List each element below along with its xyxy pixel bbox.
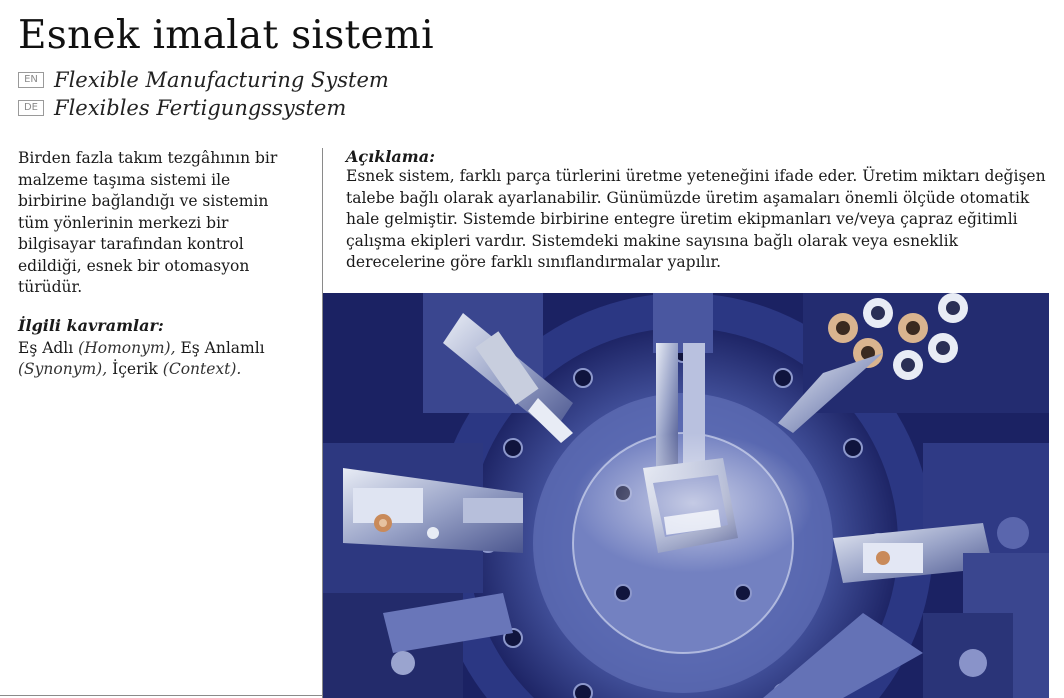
en-language-tag: EN: [18, 72, 44, 88]
description-text: Esnek sistem, farklı parça türlerini üretme yeteneğini ifade eder. Üretim miktarı değişen talebe bağlı olarak ayarlanabilir. Günümüzde üretim aşamaları önemli ölçüde otomatik hale gelmiştir. Sistemde birbirine entegre üretim ekipmanları ve/veya çapraz eğitimli çalışma ekipleri vardır. Sistemdeki makine sayısına bağlı olarak veya esneklik derecelerine göre farklı sınıflandırmalar yapılır.: [346, 167, 1046, 271]
definition-text: Birden fazla takım tezgâhının bir malzeme taşıma sistemi ile birbirine bağlandığı ve sistemin tüm yönlerinin merkezi bir bilgisayar tarafından kontrol edildiği, esnek bir otomasyon türüdür.: [18, 149, 278, 296]
page-title: Esnek imalat sistemi: [18, 13, 434, 58]
context-english: (Context).: [162, 360, 242, 378]
context-term: İçerik: [112, 360, 158, 378]
machine-illustration: [323, 293, 1049, 698]
german-translation: [18, 96, 346, 120]
de-language-tag: DE: [18, 100, 44, 116]
related-concepts-heading: İlgili kavramlar:: [18, 316, 164, 335]
german-term: Flexibles Fertigungssystem: [54, 96, 347, 120]
homonym-term: Eş Adlı: [18, 339, 74, 357]
synonym-term: Eş Anlamlı: [180, 339, 265, 357]
description-heading: Açıklama:: [346, 147, 435, 166]
english-term: Flexible Manufacturing System: [54, 68, 389, 92]
related-concepts-list: [18, 338, 308, 380]
english-translation: [18, 68, 389, 92]
bottom-rule: [0, 695, 323, 696]
related-concepts: [18, 316, 308, 380]
homonym-english: (Homonym),: [78, 339, 176, 357]
industrial-machine-photo: [323, 293, 1049, 698]
synonym-english: (Synonym),: [18, 360, 108, 378]
